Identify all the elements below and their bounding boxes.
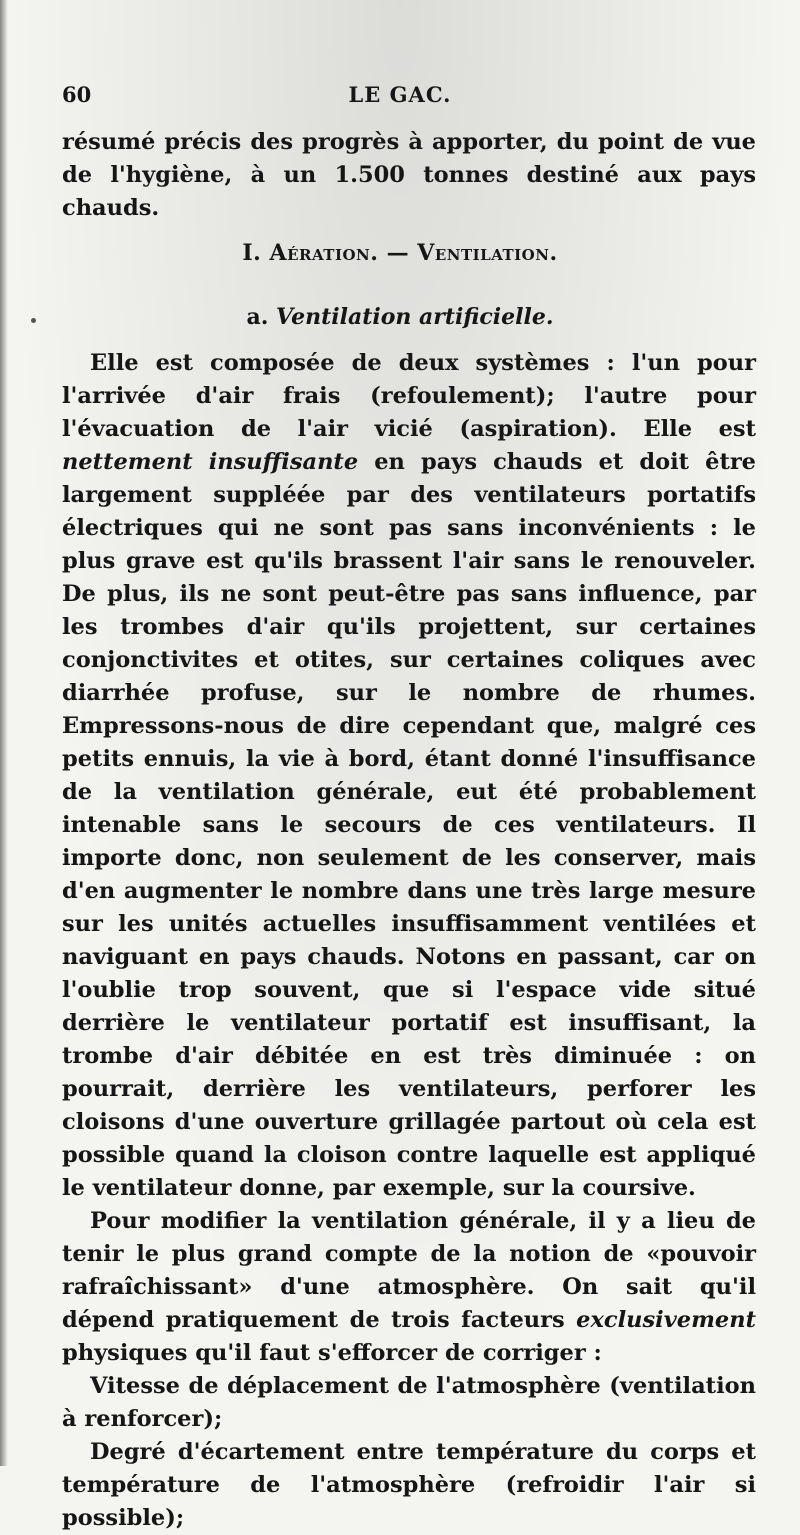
paragraph-1-part-b: en pays chauds et doit être largement suppléée par des ventilateurs portatifs électriques qui ne sont pas sans inconvénients : le plus grave est qu'ils brassent l'air sans le renouveler. De plus, ils ne sont peut-être pas sans influence, par les trombes d'air qu'ils projettent, sur certaines conjonctivites et otites, sur certaines coliques avec diarrhée profuse, sur le nombre de rhumes. Empressons-nous de dire cependant que, malgré ces petits ennuis, la vie à bord, étant donné l'insuffisance de la ventilation générale, eut été probablement intenable sans le secours de ces ventilateurs. Il importe donc, non seulement de les conserver, mais d'en augmenter le nombre dans une très large mesure sur les unités actuelles insuffisamment ventilées et naviguant en pays chauds. Notons en passant, car on l'oublie trop souvent, que si l'espace vide situé derrière le ventilateur portatif est insuffisant, la trombe d'air débitée en est très diminuée : on pourrait, derrière les ventilateurs, perforer les cloisons d'une ouverture grillagée partout où cela est possible quand la cloison contre laquelle est appliqué le ventilateur donne, par exemple, sur la coursive. — [62, 449, 757, 1201]
body-text — [62, 347, 756, 1535]
running-header — [62, 82, 738, 116]
paragraph-3: Vitesse de déplacement de l'atmosphère (ventilation à renforcer); — [62, 1373, 756, 1432]
subsection-letter: a. — [246, 304, 269, 330]
section-number: I. — [242, 240, 262, 266]
paragraph-4: Degré d'écartement entre température du corps et température de l'atmosphère (refroidir l'air si possible); — [62, 1439, 756, 1531]
paragraph-2 — [62, 1205, 756, 1370]
page-edge-shadow — [0, 0, 8, 1466]
subsection-heading — [0, 304, 800, 330]
section-title-aeration: Aération. — [269, 240, 379, 266]
paragraph-2-part-a: Pour modifier la ventilation générale, il y a lieu de tenir le plus grand compte de la notion de «pouvoir rafraîchissant» d'une atmosphère. On sait qu'il dépend pratiquement de trois facteurs — [62, 1208, 756, 1333]
lead-paragraph: résumé précis des progrès à apporter, du point de vue de l'hygiène, à un 1.500 tonnes destiné aux pays chauds. — [62, 129, 756, 221]
paragraph-2-part-b: physiques qu'il faut s'efforcer de corriger : — [62, 1340, 602, 1366]
paragraph-2-emphasis: exclusivement — [576, 1307, 756, 1333]
running-title: LE GAC. — [348, 82, 452, 107]
paragraph-1 — [62, 347, 756, 1205]
section-dash: — — [386, 240, 410, 266]
paragraph-1-part-a: Elle est composée de deux systèmes : l'un pour l'arrivée d'air frais (refoulement); l'autre pour l'évacuation de l'air vicié (aspiration). Elle est — [62, 350, 756, 442]
page-number: 60 — [62, 82, 92, 107]
section-heading — [0, 240, 800, 266]
section-title-ventilation: Ventilation. — [417, 240, 558, 266]
subsection-title: Ventilation artificielle. — [276, 304, 554, 330]
paragraph-1-emphasis: nettement insuffisante — [62, 449, 359, 475]
